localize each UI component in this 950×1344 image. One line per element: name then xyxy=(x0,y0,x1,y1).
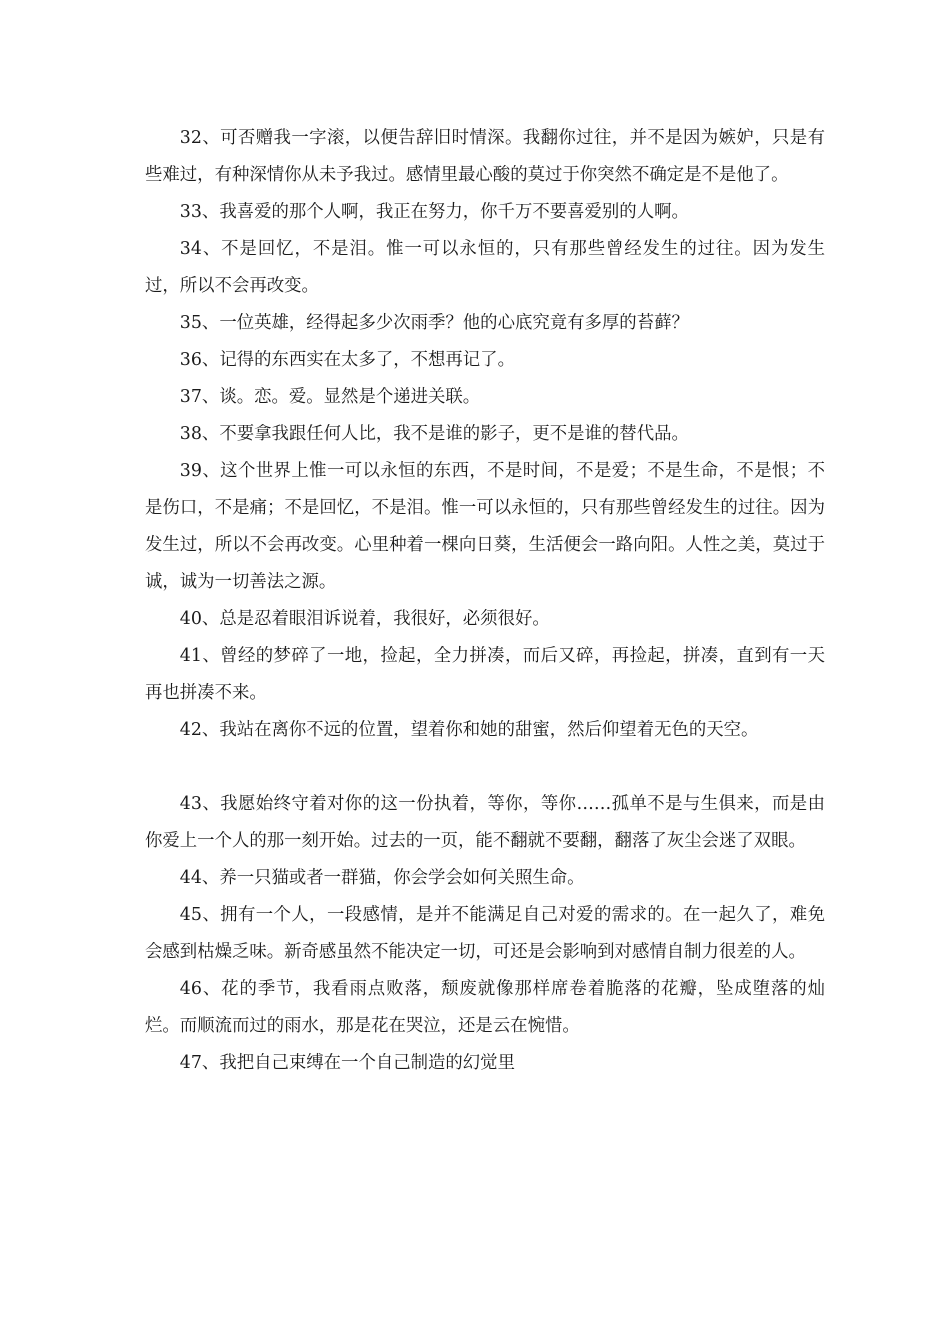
paragraph-37: 37、谈。恋。爱。显然是个递进关联。 xyxy=(179,387,481,407)
paragraph-45: 45、拥有一个人，一段感情，是并不能满足自己对爱的需求的。在一起久了，难免会感到枯燥乏味。新奇感虽然不能决定一切，可还是会影响到对感情自制力很差的人。 xyxy=(145,905,825,962)
paragraph-43: 43、我愿始终守着对你的这一份执着，等你，等你……孤单不是与生俱来，而是由你爱上一个人的那一刻开始。过去的一页，能不翻就不要翻，翻落了灰尘会迷了双眼。 xyxy=(145,794,825,851)
paragraph-gap xyxy=(145,749,825,786)
paragraph-34: 34、不是回忆，不是泪。惟一可以永恒的，只有那些曾经发生的过往。因为发生过，所以不会再改变。 xyxy=(145,239,825,296)
paragraph-39: 39、这个世界上惟一可以永恒的东西，不是时间，不是爱；不是生命，不是恨；不是伤口，不是痛；不是回忆，不是泪。惟一可以永恒的，只有那些曾经发生的过往。因为发生过，所以不会再改变。心里种着一棵向日葵，生活便会一路向阳。人性之美，莫过于诚，诚为一切善法之源。 xyxy=(145,461,825,592)
paragraph-33: 33、我喜爱的那个人啊，我正在努力，你千万不要喜爱别的人啊。 xyxy=(179,202,689,222)
paragraph-44: 44、养一只猫或者一群猫，你会学会如何关照生命。 xyxy=(179,868,585,888)
document-body xyxy=(145,120,825,1082)
paragraph-47: 47、我把自己束缚在一个自己制造的幻觉里 xyxy=(179,1053,515,1073)
paragraph-38: 38、不要拿我跟任何人比，我不是谁的影子，更不是谁的替代品。 xyxy=(179,424,689,444)
paragraph-36: 36、记得的东西实在太多了，不想再记了。 xyxy=(179,350,515,370)
paragraph-41: 41、曾经的梦碎了一地，捡起，全力拼凑，而后又碎，再捡起，拼凑，直到有一天再也拼凑不来。 xyxy=(145,646,825,703)
paragraph-32: 32、可否赠我一字滚，以便告辞旧时情深。我翻你过往，并不是因为嫉妒，只是有些难过，有种深情你从未予我过。感情里最心酸的莫过于你突然不确定是不是他了。 xyxy=(145,128,825,185)
paragraph-46: 46、花的季节，我看雨点败落，颓废就像那样席卷着脆落的花瓣，坠成堕落的灿烂。而顺流而过的雨水，那是花在哭泣，还是云在惋惜。 xyxy=(145,979,825,1036)
paragraph-42: 42、我站在离你不远的位置，望着你和她的甜蜜，然后仰望着无色的天空。 xyxy=(179,720,759,740)
paragraph-35: 35、一位英雄，经得起多少次雨季？他的心底究竟有多厚的苔藓？ xyxy=(179,313,689,333)
paragraph-40: 40、总是忍着眼泪诉说着，我很好，必须很好。 xyxy=(179,609,550,629)
